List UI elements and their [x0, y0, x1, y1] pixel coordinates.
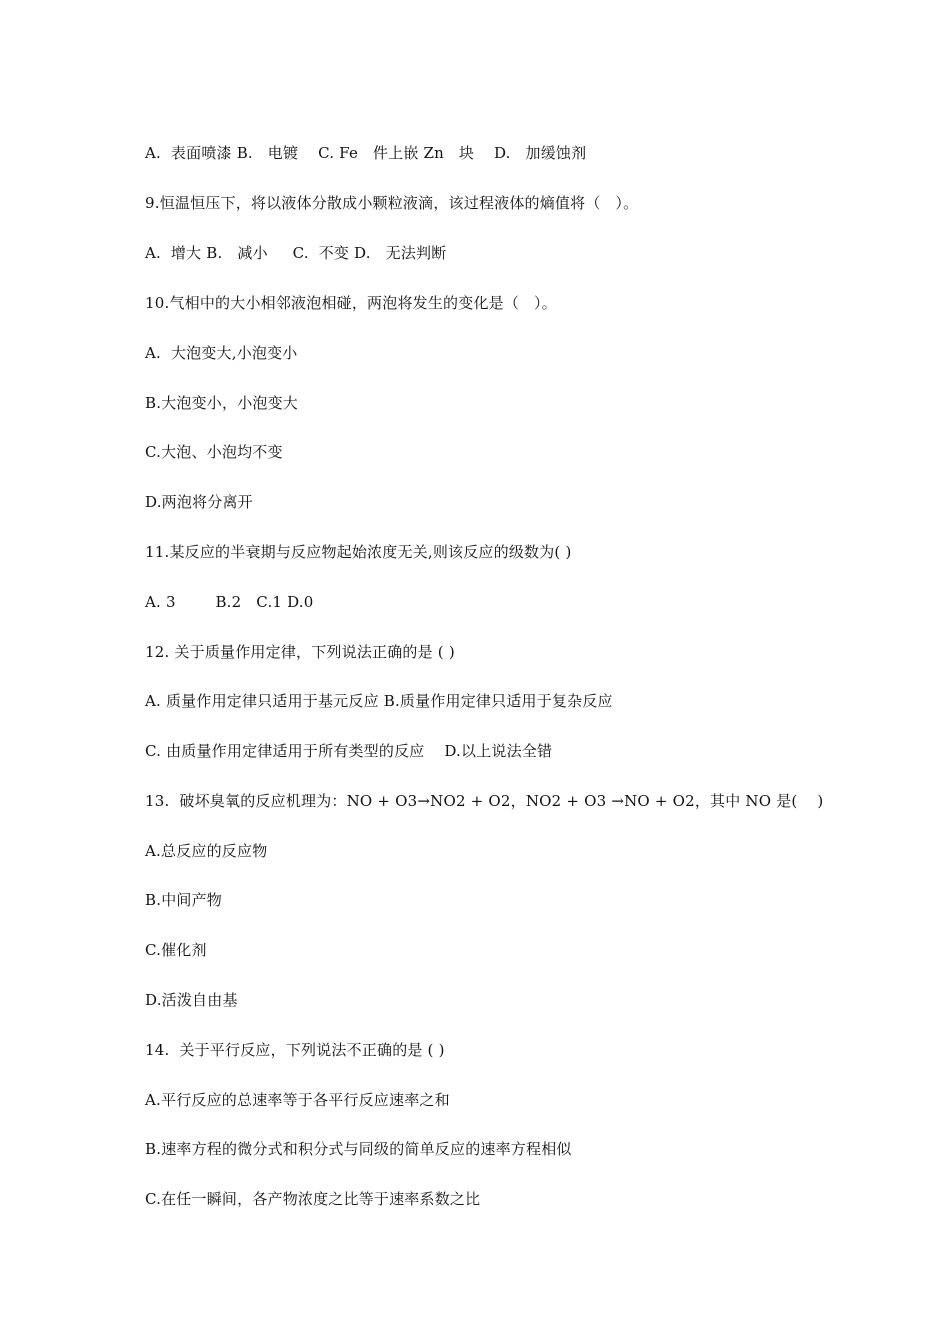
q10-stem: 10.气相中的大小相邻液泡相碰，两泡将发生的变化是（ ）。	[145, 294, 557, 312]
q10-option-b: B.大泡变小，小泡变大	[145, 394, 298, 412]
q11-stem: 11.某反应的半衰期与反应物起始浓度无关,则该反应的级数为( )	[145, 543, 572, 561]
q9-options: A. 增大 B. 减小 C. 不变 D. 无法判断	[145, 244, 447, 262]
q10-option-d: D.两泡将分离开	[145, 493, 253, 511]
q11-options: A. 3 B.2 C.1 D.0	[145, 593, 314, 611]
q14-stem: 14. 关于平行反应，下列说法不正确的是 ( )	[145, 1041, 445, 1059]
q14-option-b: B.速率方程的微分式和积分式与同级的简单反应的速率方程相似	[145, 1140, 572, 1158]
q12-options-ab: A. 质量作用定律只适用于基元反应 B.质量作用定律只适用于复杂反应	[145, 692, 613, 710]
q8-options: A. 表面喷漆 B. 电镀 C. Fe 件上嵌 Zn 块 D. 加缓蚀剂	[145, 144, 587, 162]
q10-option-a: A. 大泡变大,小泡变小	[145, 344, 298, 362]
q10-option-c: C.大泡、小泡均不变	[145, 443, 283, 461]
q13-option-a: A.总反应的反应物	[145, 842, 268, 860]
q13-option-c: C.催化剂	[145, 941, 207, 959]
q13-stem: 13. 破坏臭氧的反应机理为：NO + O3→NO2 + O2，NO2 + O3 →NO + O2，其中 NO 是( )	[145, 792, 824, 810]
q12-options-cd: C. 由质量作用定律适用于所有类型的反应 D.以上说法全错	[145, 742, 553, 760]
q12-stem: 12. 关于质量作用定律，下列说法正确的是 ( )	[145, 643, 455, 661]
q14-option-a: A.平行反应的总速率等于各平行反应速率之和	[145, 1091, 450, 1109]
q13-option-d: D.活泼自由基	[145, 991, 238, 1009]
q13-option-b: B.中间产物	[145, 891, 222, 909]
q14-option-c: C.在任一瞬间，各产物浓度之比等于速率系数之比	[145, 1190, 481, 1208]
q9-stem: 9.恒温恒压下，将以液体分散成小颗粒液滴，该过程液体的熵值将（ ）。	[145, 194, 639, 212]
